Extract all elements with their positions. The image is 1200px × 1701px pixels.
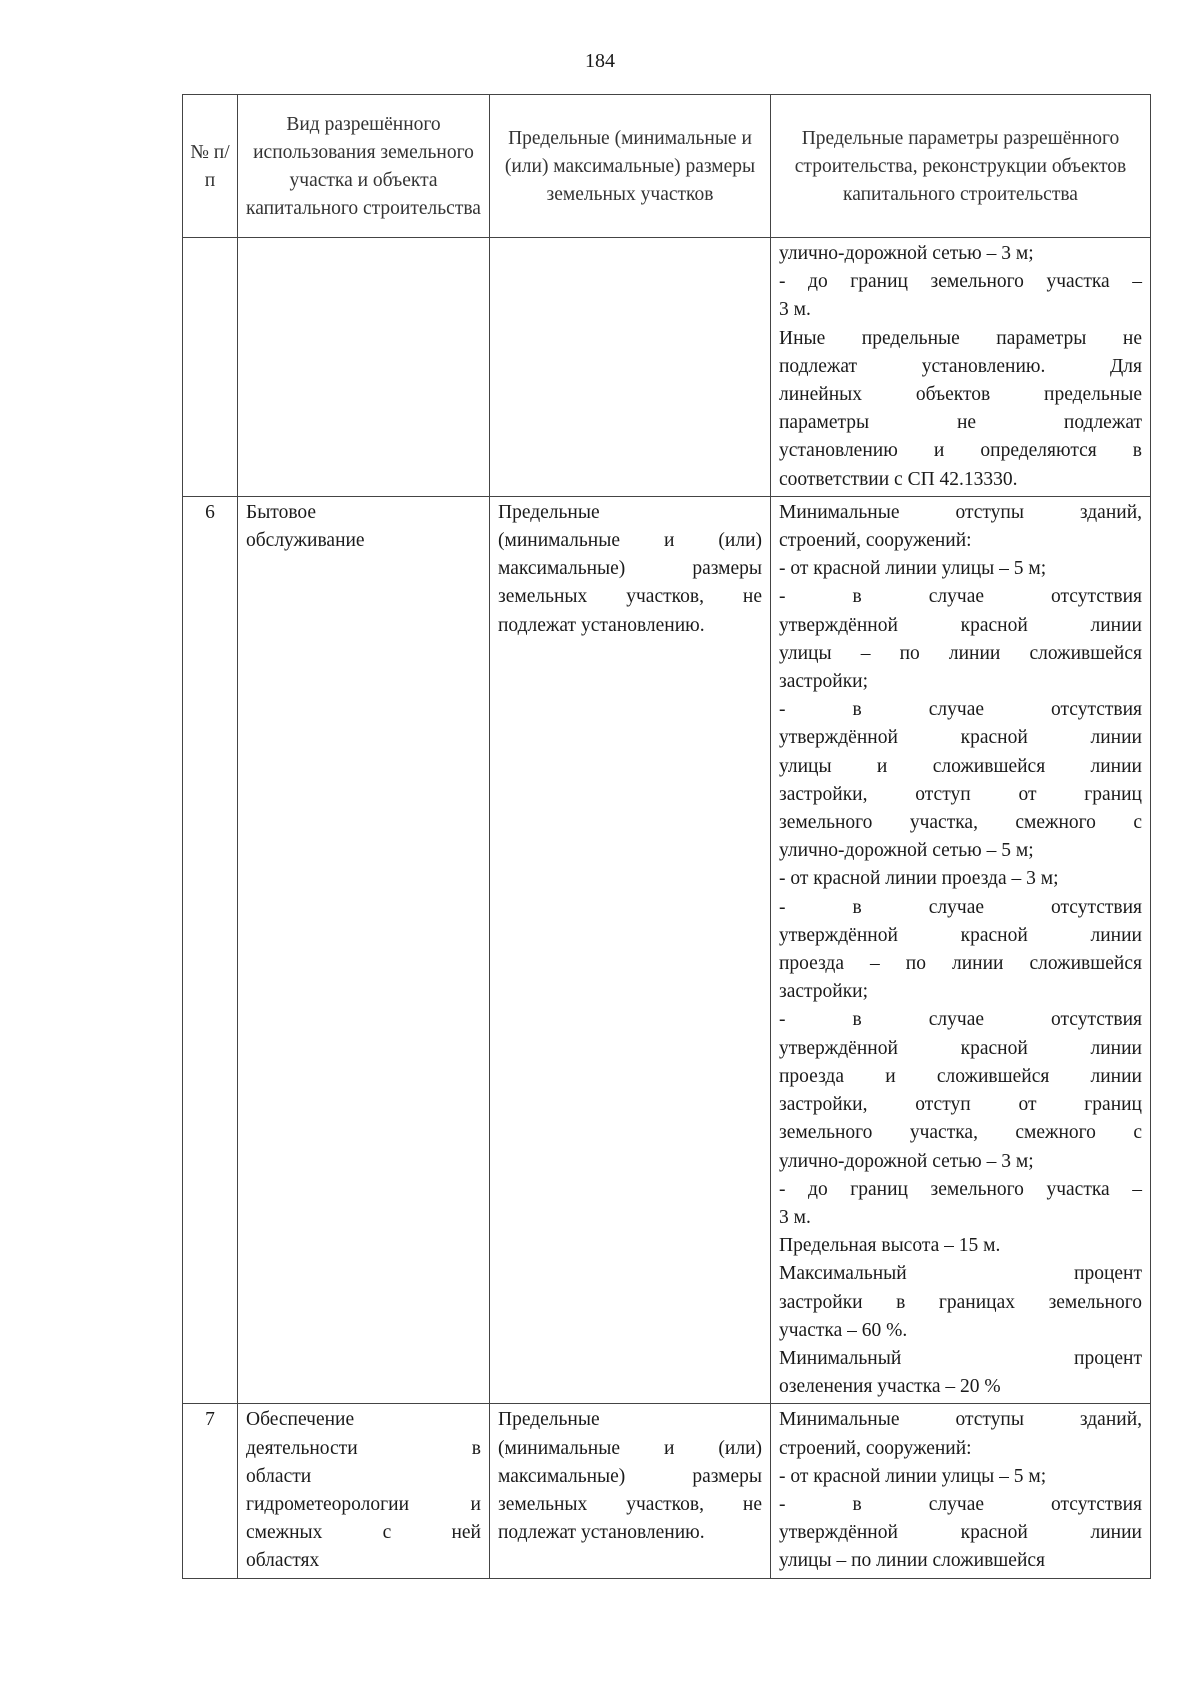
cell-plot-sizes	[490, 1404, 771, 1578]
text-line: 3 м.	[779, 1206, 811, 1228]
text-line: параметры не подлежат	[779, 412, 1142, 434]
text-line: - до границ земельного участка –	[779, 271, 1142, 293]
text-line: Предельные	[498, 501, 600, 523]
cell-plot-sizes	[490, 496, 771, 1404]
cell-num	[183, 238, 238, 497]
text-line: застройки, отступ от границ	[779, 783, 1142, 805]
cell-plot-sizes	[490, 238, 771, 497]
text-line: подлежат установлению.	[498, 614, 705, 636]
text-line: подлежат установлению. Для	[779, 355, 1142, 377]
text-line: - в случае отсутствия	[779, 699, 1142, 721]
page-number: 184	[585, 50, 615, 72]
text-line: деятельности в	[246, 1437, 481, 1459]
text-line: утверждённой красной линии	[779, 614, 1142, 636]
text-line: - в случае отсутствия	[779, 1493, 1142, 1515]
cell-use-type	[238, 496, 490, 1404]
text-line: максимальные) размеры	[498, 1465, 762, 1487]
header-plot-sizes: Предельные (минимальные и (или) максимальные) размеры земельных участков	[490, 95, 771, 238]
text-line: - от красной линии улицы – 5 м;	[779, 558, 1047, 580]
cell-use-type	[238, 238, 490, 497]
header-parameters: Предельные параметры разрешённого строительства, реконструкции объектов капитального строительства	[771, 95, 1151, 238]
text-line: максимальные) размеры	[498, 558, 762, 580]
text-line: (минимальные и (или)	[498, 1437, 762, 1459]
text-line: утверждённой красной линии	[779, 1037, 1142, 1059]
text-line: - в случае отсутствия	[779, 1009, 1142, 1031]
text-line: улично-дорожной сетью – 3 м;	[779, 1150, 1034, 1172]
text-line: Минимальные отступы зданий,	[779, 1409, 1142, 1431]
text-line: земельных участков, не	[498, 586, 762, 608]
text-line: Бытовое	[246, 501, 317, 523]
text-line: Максимальный процент	[779, 1263, 1142, 1285]
text-line: улицы и сложившейся линии	[779, 755, 1142, 777]
text-line: гидрометеорологии и	[246, 1493, 481, 1515]
text-line: Обеспечение	[246, 1409, 355, 1431]
text-line: озеленения участка – 20 %	[779, 1376, 1001, 1398]
text-line: земельных участков, не	[498, 1493, 762, 1515]
text-line: строений, сооружений:	[779, 1437, 972, 1459]
text-line: обслуживание	[246, 530, 365, 552]
text-line: улицы – по линии сложившейся	[779, 642, 1142, 664]
text-line: строений, сооружений:	[779, 530, 972, 552]
text-line: (минимальные и (или)	[498, 530, 762, 552]
text-line: смежных с ней	[246, 1522, 481, 1544]
text-line: участка – 60 %.	[779, 1319, 908, 1341]
text-line: Минимальный процент	[779, 1347, 1142, 1369]
cell-parameters	[771, 496, 1151, 1404]
cell-num: 6	[183, 496, 238, 1404]
text-line: застройки, отступ от границ	[779, 1094, 1142, 1116]
text-line: установлению и определяются в	[779, 440, 1142, 462]
text-line: утверждённой красной линии	[779, 727, 1142, 749]
text-line: Предельная высота – 15 м.	[779, 1235, 1001, 1257]
header-num: № п/п	[183, 95, 238, 238]
cell-use-type	[238, 1404, 490, 1578]
text-line: линейных объектов предельные	[779, 384, 1142, 406]
table-row	[183, 1404, 1151, 1578]
text-line: Предельные	[498, 1409, 600, 1431]
text-line: соответствии с СП 42.13330.	[779, 468, 1018, 490]
text-line: утверждённой красной линии	[779, 1522, 1142, 1544]
cell-parameters	[771, 238, 1151, 497]
text-line: - от красной линии проезда – 3 м;	[779, 868, 1059, 890]
table-row	[183, 238, 1151, 497]
cell-num: 7	[183, 1404, 238, 1578]
text-line: 3 м.	[779, 299, 811, 321]
table-header-row	[183, 95, 1151, 238]
header-use-type: Вид разрешённого использования земельного участка и объекта капитального строительства	[238, 95, 490, 238]
text-line: - в случае отсутствия	[779, 586, 1142, 608]
text-line: улично-дорожной сетью – 3 м;	[779, 243, 1034, 264]
text-line: - до границ земельного участка –	[779, 1178, 1142, 1200]
text-line: застройки;	[779, 671, 869, 693]
text-line: улицы – по линии сложившейся	[779, 1550, 1046, 1572]
text-line: земельного участка, смежного с	[779, 812, 1142, 834]
text-line: области	[246, 1465, 312, 1487]
text-line: проезда – по линии сложившейся	[779, 953, 1142, 975]
text-line: застройки;	[779, 981, 869, 1003]
text-line: земельного участка, смежного с	[779, 1122, 1142, 1144]
text-line: застройки в границах земельного	[779, 1291, 1142, 1313]
text-line: проезда и сложившейся линии	[779, 1065, 1142, 1087]
text-line: - в случае отсутствия	[779, 896, 1142, 918]
zoning-table	[182, 94, 1151, 1579]
table-row	[183, 496, 1151, 1404]
text-line: Иные предельные параметры не	[779, 327, 1142, 349]
text-line: - от красной линии улицы – 5 м;	[779, 1465, 1047, 1487]
text-line: утверждённой красной линии	[779, 924, 1142, 946]
text-line: Минимальные отступы зданий,	[779, 501, 1142, 523]
text-line: областях	[246, 1550, 320, 1572]
text-line: подлежат установлению.	[498, 1522, 705, 1544]
text-line: улично-дорожной сетью – 5 м;	[779, 840, 1034, 862]
cell-parameters	[771, 1404, 1151, 1578]
